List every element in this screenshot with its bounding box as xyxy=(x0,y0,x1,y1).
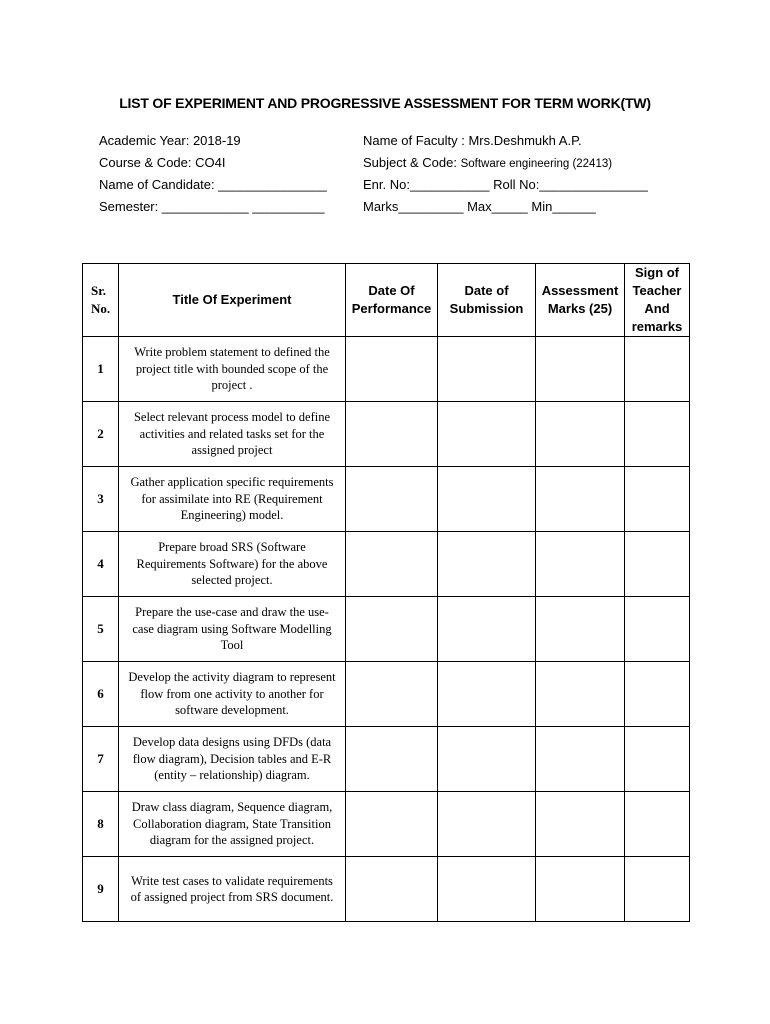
teacher-sign-cell[interactable] xyxy=(625,467,690,532)
assessment-marks-cell[interactable] xyxy=(536,597,625,662)
header-date-performance xyxy=(346,264,438,337)
date-performance-cell[interactable] xyxy=(346,857,438,922)
table-row xyxy=(83,467,690,532)
header-sign-line2: Teacher xyxy=(632,283,682,298)
header-sub-line1: Date of xyxy=(464,283,509,298)
row-number: 9 xyxy=(83,857,119,922)
date-submission-cell[interactable] xyxy=(438,597,536,662)
semester: Semester: ____________ __________ xyxy=(99,199,325,214)
header-sign-line1: Sign of xyxy=(634,265,680,280)
subject-code xyxy=(363,155,612,170)
document-title: LIST OF EXPERIMENT AND PROGRESSIVE ASSESSMENT FOR TERM WORK(TW) xyxy=(119,95,651,111)
header-assessment-marks xyxy=(536,264,625,337)
assessment-marks-cell[interactable] xyxy=(536,467,625,532)
experiment-title: Write test cases to validate requirements of assigned project from SRS document. xyxy=(119,857,346,922)
date-submission-cell[interactable] xyxy=(438,662,536,727)
experiment-title: Develop data designs using DFDs (data flow diagram), Decision tables and E-R (entity – relationship) diagram. xyxy=(119,727,346,792)
row-number: 3 xyxy=(83,467,119,532)
table-row xyxy=(83,727,690,792)
date-submission-cell[interactable] xyxy=(438,532,536,597)
date-submission-cell[interactable] xyxy=(438,857,536,922)
subject-value: Software engineering (22413) xyxy=(460,158,613,170)
table-row xyxy=(83,792,690,857)
row-number: 8 xyxy=(83,792,119,857)
row-number: 6 xyxy=(83,662,119,727)
header-perf-line1: Date Of xyxy=(368,283,415,298)
assessment-marks-cell[interactable] xyxy=(536,402,625,467)
date-submission-cell[interactable] xyxy=(438,467,536,532)
date-submission-cell[interactable] xyxy=(438,337,536,402)
teacher-sign-cell[interactable] xyxy=(625,402,690,467)
teacher-sign-cell[interactable] xyxy=(625,727,690,792)
header-perf-line2: Performance xyxy=(351,301,432,316)
teacher-sign-cell[interactable] xyxy=(625,532,690,597)
header-sr-line2: No. xyxy=(91,301,111,316)
date-performance-cell[interactable] xyxy=(346,532,438,597)
date-performance-cell[interactable] xyxy=(346,597,438,662)
date-performance-cell[interactable] xyxy=(346,467,438,532)
subject-label: Subject & Code: xyxy=(363,155,461,170)
row-number: 5 xyxy=(83,597,119,662)
date-submission-cell[interactable] xyxy=(438,402,536,467)
experiment-title: Write problem statement to defined the project title with bounded scope of the project . xyxy=(119,337,346,402)
table-row xyxy=(83,402,690,467)
row-number: 1 xyxy=(83,337,119,402)
header-assess-line1: Assessment xyxy=(541,283,619,298)
teacher-sign-cell[interactable] xyxy=(625,857,690,922)
faculty-name: Name of Faculty : Mrs.Deshmukh A.P. xyxy=(363,133,582,148)
header-sub-line2: Submission xyxy=(449,301,524,316)
header-sr-line1: Sr. xyxy=(91,283,107,298)
experiment-title: Develop the activity diagram to represent flow from one activity to another for software development. xyxy=(119,662,346,727)
date-performance-cell[interactable] xyxy=(346,402,438,467)
teacher-sign-cell[interactable] xyxy=(625,792,690,857)
header-sign-teacher xyxy=(625,264,690,337)
assessment-marks-cell[interactable] xyxy=(536,337,625,402)
assessment-marks-cell[interactable] xyxy=(536,662,625,727)
header-date-submission xyxy=(438,264,536,337)
table-row xyxy=(83,337,690,402)
experiment-table xyxy=(82,263,690,922)
assessment-marks-cell[interactable] xyxy=(536,727,625,792)
header-sr-no xyxy=(83,264,119,337)
table-row xyxy=(83,597,690,662)
date-performance-cell[interactable] xyxy=(346,337,438,402)
table-header-row xyxy=(83,264,690,337)
teacher-sign-cell[interactable] xyxy=(625,597,690,662)
header-sign-line3: And xyxy=(644,301,670,316)
experiment-title: Prepare broad SRS (Software Requirements Software) for the above selected project. xyxy=(119,532,346,597)
enrollment-roll: Enr. No:___________ Roll No:_______________ xyxy=(363,177,648,192)
marks-line: Marks_________ Max_____ Min______ xyxy=(363,199,596,214)
row-number: 2 xyxy=(83,402,119,467)
table-row xyxy=(83,662,690,727)
date-performance-cell[interactable] xyxy=(346,662,438,727)
row-number: 7 xyxy=(83,727,119,792)
candidate-name: Name of Candidate: _______________ xyxy=(99,177,327,192)
experiment-title: Prepare the use-case and draw the use-case diagram using Software Modelling Tool xyxy=(119,597,346,662)
experiment-title: Draw class diagram, Sequence diagram, Collaboration diagram, State Transition diagram for the assigned project. xyxy=(119,792,346,857)
academic-year: Academic Year: 2018-19 xyxy=(99,133,241,148)
assessment-marks-cell[interactable] xyxy=(536,792,625,857)
header-sign-line4: remarks xyxy=(631,319,683,334)
date-submission-cell[interactable] xyxy=(438,727,536,792)
header-title: Title Of Experiment xyxy=(119,264,346,337)
course-code: Course & Code: CO4I xyxy=(99,155,226,170)
table-row xyxy=(83,857,690,922)
row-number: 4 xyxy=(83,532,119,597)
header-assess-line2: Marks (25) xyxy=(547,301,613,316)
assessment-marks-cell[interactable] xyxy=(536,857,625,922)
date-performance-cell[interactable] xyxy=(346,792,438,857)
experiment-title: Gather application specific requirements for assimilate into RE (Requirement Engineering) model. xyxy=(119,467,346,532)
teacher-sign-cell[interactable] xyxy=(625,337,690,402)
date-performance-cell[interactable] xyxy=(346,727,438,792)
date-submission-cell[interactable] xyxy=(438,792,536,857)
assessment-marks-cell[interactable] xyxy=(536,532,625,597)
teacher-sign-cell[interactable] xyxy=(625,662,690,727)
table-row xyxy=(83,532,690,597)
experiment-title: Select relevant process model to define activities and related tasks set for the assigned project xyxy=(119,402,346,467)
